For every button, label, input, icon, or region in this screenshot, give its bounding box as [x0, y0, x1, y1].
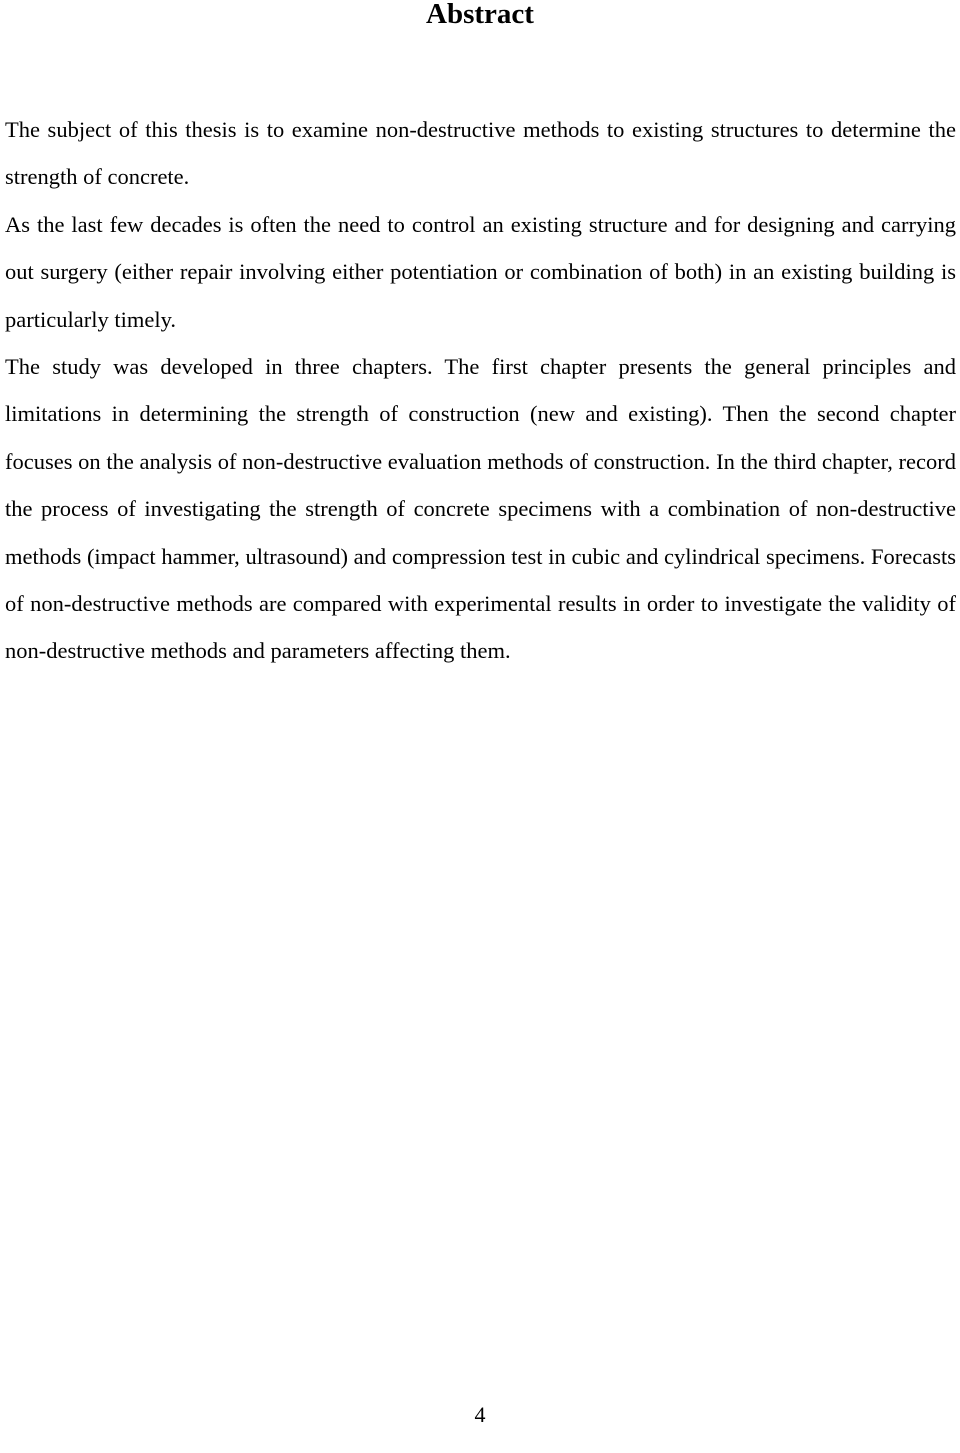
paragraph-1: The subject of this thesis is to examine non-destructive methods to existing structures to determine the strength of concrete. [5, 117, 956, 190]
abstract-body [5, 106, 956, 675]
page-number: 4 [474, 1402, 486, 1427]
paragraph-3: The study was developed in three chapters. The first chapter presents the general principles and limitations in determining the strength of construction (new and existing). Then the second chapter focuses on the analysis of non-destructive evaluation methods of construction. In the third chapter, record the process of investigating the strength of concrete specimens with a combination of non-destructive methods (impact hammer, ultrasound) and compression test in cubic and cylindrical specimens. Forecasts of non-destructive methods are compared with experimental results in order to investigate the validity of non-destructive methods and parameters affecting them. [5, 354, 956, 664]
page-title: Abstract [426, 0, 534, 30]
paragraph-2: As the last few decades is often the need to control an existing structure and for designing and carrying out surgery (either repair involving either potentiation or combination of both) in an existing building is particularly timely. [5, 211, 956, 332]
